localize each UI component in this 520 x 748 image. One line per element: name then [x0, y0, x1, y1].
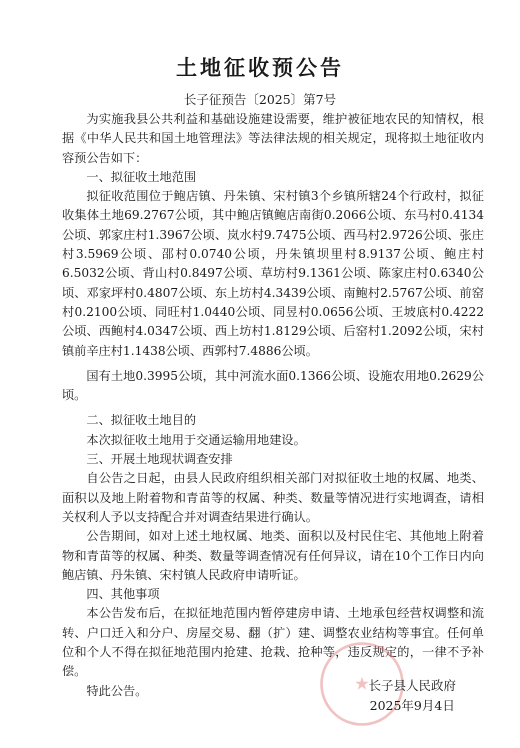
- section-1-paragraph-1: 拟征收范围位于鲍店镇、丹朱镇、宋村镇3个乡镇所辖24个行政村，拟征收集体土地69.2767公顷，其中鲍店镇鲍店南街0.2066公顷、东马村0.4134公顷、郭家庄村1.3967公顷、岚水村9.7475公顷、西马村2.9726公顷、张庄村3.5969公顷、邵村0.0740公顷，丹朱镇坝里村8.9137公顷、鲍庄村6.5032公顷、背山村0.8497公顷、草坊村9.1361公顷、陈家庄村0.6340公顷、邓家坪村0.4807公顷、东上坊村4.3439公顷、南鲍村2.5767公顷、前窑村0.2100公顷、同旺村1.0440公顷、同昱村0.0656公顷、王坡底村0.4222公顷、西鲍村4.0347公顷、西上坊村1.8129公顷、后窑村1.2092公顷，宋村镇前辛庄村1.1438公顷、西郭村7.4886公顷。: [62, 189, 484, 358]
- issuer-name: 长子县人民政府: [368, 678, 456, 693]
- page-title: 土地征收预公告: [176, 56, 344, 80]
- section-3-paragraph-2: 公告期间，如对上述土地权属、地类、面积以及村民住宅、其他地上附着物和青苗等的权属、种类、数量等调查情况有任何异议，请在10个工作日内向鲍店镇、丹朱镇、宋村镇人民政府申请听证。: [62, 529, 484, 582]
- section-1-heading: 一、拟征收土地范围: [86, 169, 197, 184]
- section-2-paragraph-1: 本次拟征收土地用于交通运输用地建设。: [86, 432, 306, 447]
- section-4-paragraph-1: 本公告发布后，在拟征地范围内暂停建房申请、土地承包经营权调整和流转、户口迁入和分户、房屋交易、翻（扩）建、调整农业结构等事宜。任何单位和个人不得在拟征地范围内抢建、抢栽、抢种等，违反规定的，一律不予补偿。: [62, 606, 484, 679]
- issue-date: 2025年9月4日: [369, 698, 455, 713]
- section-4-heading: 四、其他事项: [86, 587, 160, 602]
- intro-paragraph: 为实施我县公共利益和基础设施建设需要，维护被征地农民的知情权，根据《中华人民共和国土地管理法》等法律法规的相关规定，现将拟土地征收内容预公告如下：: [62, 112, 484, 165]
- section-3-heading: 三、开展土地现状调查安排: [86, 452, 233, 467]
- section-3-paragraph-1: 自公告之日起，由县人民政府组织相关部门对拟征收土地的权属、地类、面积以及地上附着物和青苗等的权属、种类、数量等情况进行实地调查，请相关权利人予以支持配合并对调查结果进行确认。: [62, 471, 484, 524]
- document-number: 长子征预告〔2025〕第7号: [183, 92, 337, 107]
- section-2-heading: 二、拟征收土地目的: [86, 413, 197, 428]
- notice-body: [62, 110, 484, 701]
- svg-text:★: ★: [354, 674, 370, 695]
- signature-block: [368, 676, 456, 716]
- section-1-paragraph-2: 国有土地0.3995公顷，其中河流水面0.1366公顷、设施农用地0.2629公顷。: [62, 368, 484, 403]
- closing-text: 特此公告。: [86, 683, 148, 698]
